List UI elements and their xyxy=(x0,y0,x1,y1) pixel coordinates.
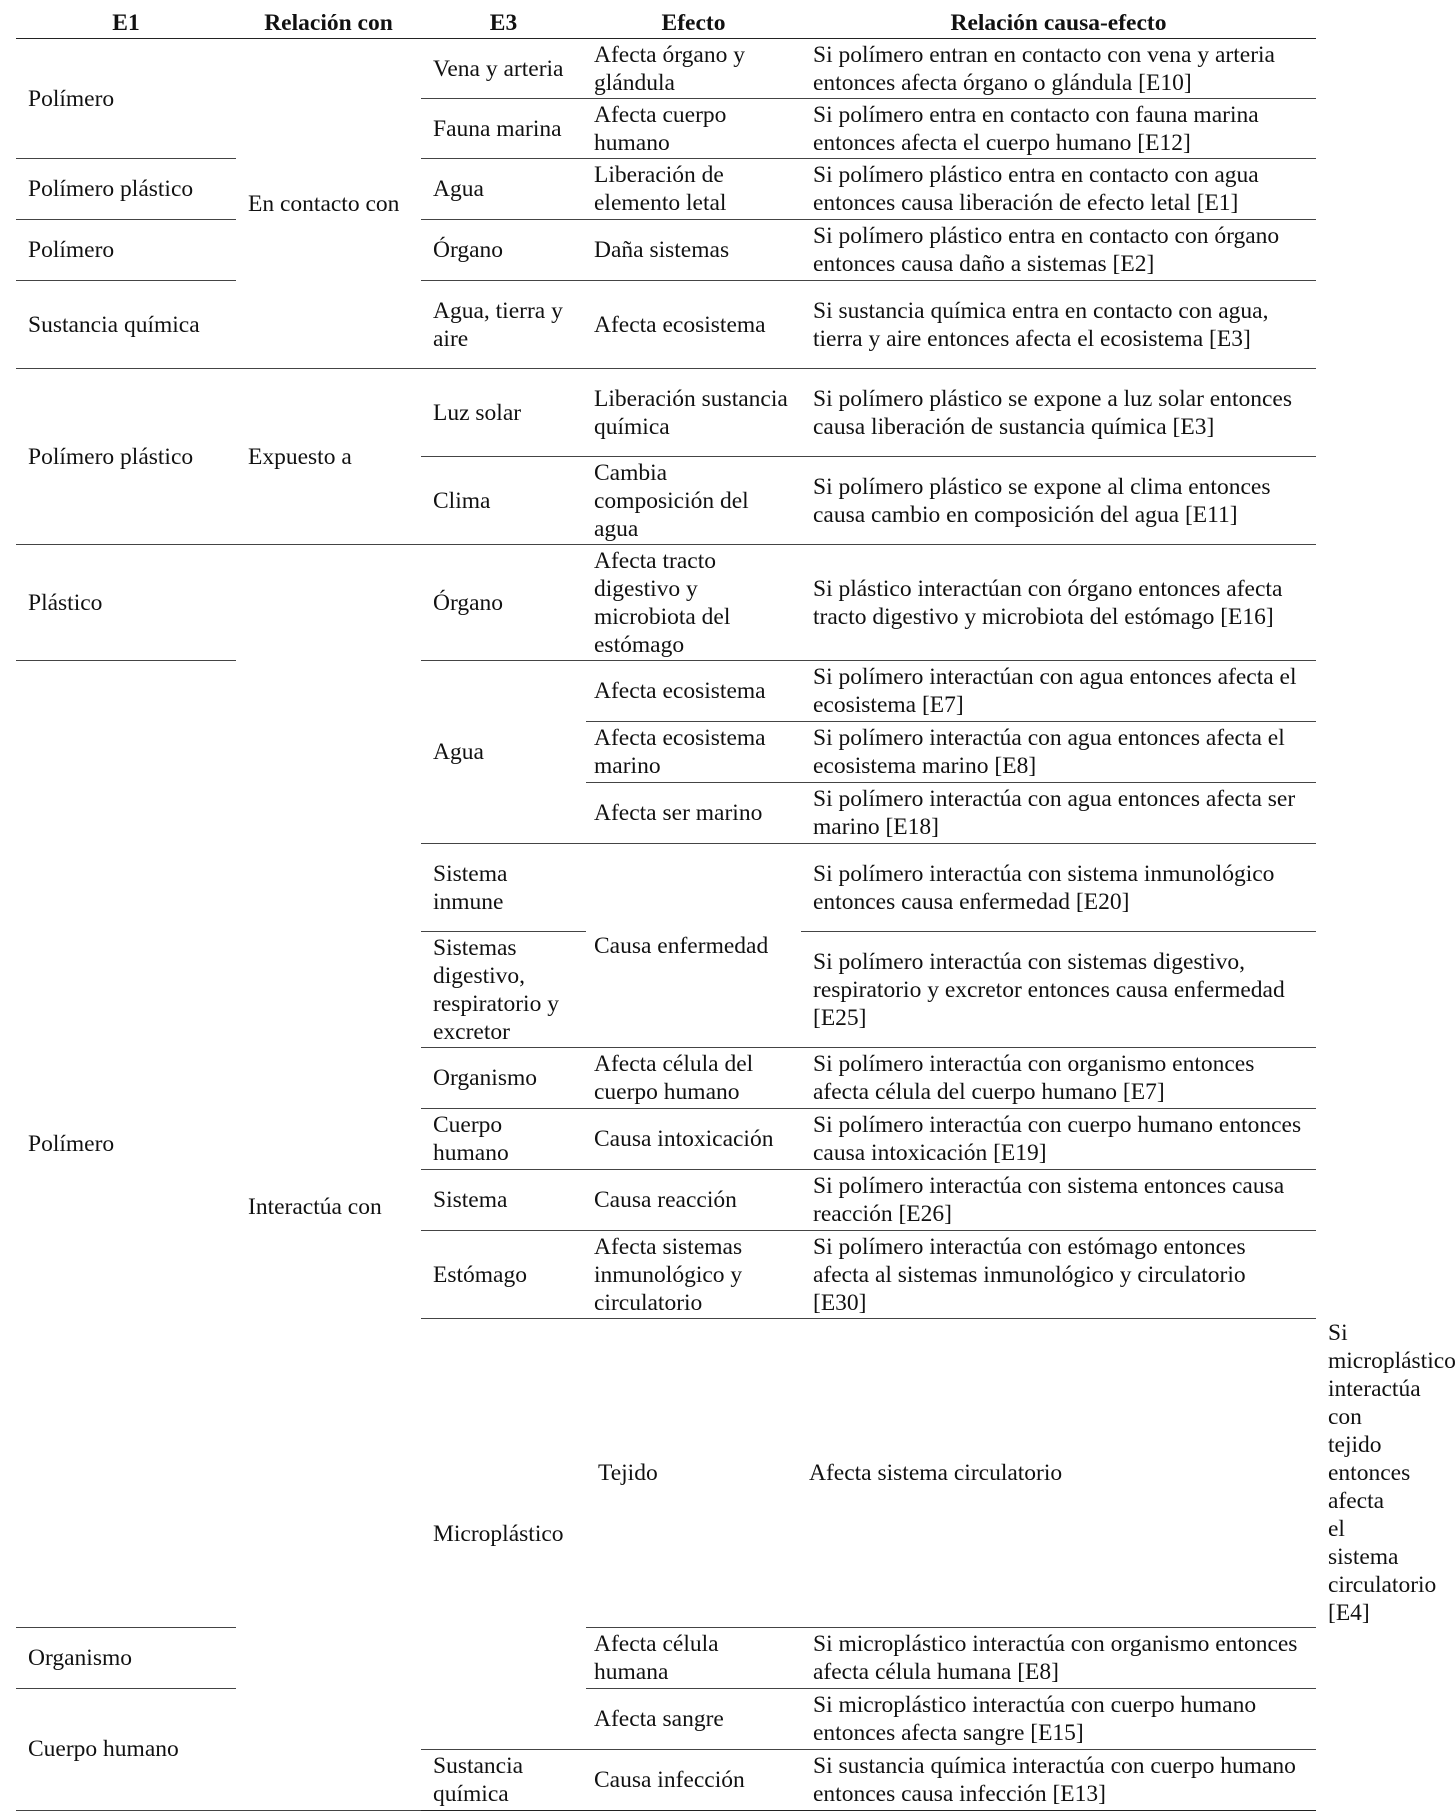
cell-relacion: Interactúa con xyxy=(236,545,421,1811)
table-row xyxy=(16,661,1316,722)
table-row xyxy=(16,369,1316,457)
cell-causa-efecto: Si polímero plástico entra en contacto con agua entonces causa liberación de efecto letal [E1] xyxy=(801,159,1316,220)
table-row xyxy=(16,1688,1316,1749)
cell-efecto: Afecta ecosistema xyxy=(586,661,801,722)
cell-efecto: Afecta célula humana xyxy=(586,1627,801,1688)
cell-e3: Agua xyxy=(421,661,586,844)
cell-causa-efecto: Si polímero interactúa con agua entonces afecta ser marino [E18] xyxy=(801,783,1316,844)
cell-efecto: Afecta ecosistema xyxy=(586,281,801,369)
cell-efecto: Causa infección xyxy=(586,1749,801,1810)
table-row xyxy=(16,159,1316,220)
cell-efecto: Daña sistemas xyxy=(586,220,801,281)
cell-e3: Sistema inmune xyxy=(421,844,586,932)
cell-causa-efecto: Si polímero plástico se expone al clima entonces causa cambio en composición del agua [E11] xyxy=(801,457,1316,545)
cell-causa-efecto: Si microplástico interactúa con organismo entonces afecta célula humana [E8] xyxy=(801,1627,1316,1688)
cell-causa-efecto: Si polímero interactúa con agua entonces afecta el ecosistema marino [E8] xyxy=(801,722,1316,783)
cell-efecto: Afecta célula del cuerpo humano xyxy=(586,1048,801,1109)
cell-efecto: Afecta ser marino xyxy=(586,783,801,844)
cell-efecto: Liberación de elemento letal xyxy=(586,159,801,220)
cell-causa-efecto: Si plástico interactúan con órgano entonces afecta tracto digestivo y microbiota del estómago [E16] xyxy=(801,545,1316,661)
table-row xyxy=(16,545,1316,661)
cell-e3: Cuerpo humano xyxy=(16,1688,236,1810)
cell-e1: Microplástico xyxy=(421,1319,586,1750)
header-relacion: Relación con xyxy=(236,8,421,39)
cell-efecto: Afecta sangre xyxy=(586,1688,801,1749)
cell-e3: Agua, tierra y aire xyxy=(421,281,586,369)
table-row: Microplástico Tejido Afecta sistema circulatorio Si microplástico interactúa con tejido entonces afecta el sistema circulatorio [E4] xyxy=(16,1319,1316,1628)
cell-efecto: Afecta tracto digestivo y microbiota del estómago xyxy=(586,545,801,661)
header-e1: E1 xyxy=(16,8,236,39)
cell-e1: Polímero xyxy=(16,661,236,1628)
cell-causa-efecto: Si polímero interactúa con sistema inmunológico entonces causa enfermedad [E20] xyxy=(801,844,1316,932)
table-row xyxy=(16,220,1316,281)
cell-e3: Sistema xyxy=(421,1170,586,1231)
cell-e3: Organismo xyxy=(421,1048,586,1109)
table-row xyxy=(16,39,1316,99)
cell-causa-efecto: Si polímero interactúa con cuerpo humano entonces causa intoxicación [E19] xyxy=(801,1109,1316,1170)
cell-causa-efecto: Si polímero plástico se expone a luz solar entonces causa liberación de sustancia química [E3] xyxy=(801,369,1316,457)
cell-e3: Clima xyxy=(421,457,586,545)
cell-e1: Sustancia química xyxy=(16,281,236,369)
cell-e3: Órgano xyxy=(421,220,586,281)
cause-effect-table xyxy=(16,8,1456,1811)
cell-e3: Cuerpo humano xyxy=(421,1109,586,1170)
cell-efecto: Causa enfermedad xyxy=(586,844,801,1048)
cell-efecto: Afecta ecosistema marino xyxy=(586,722,801,783)
cell-relacion: Expuesto a xyxy=(236,369,421,545)
cell-e3: Órgano xyxy=(421,545,586,661)
cell-e1: Polímero xyxy=(16,220,236,281)
cell-efecto: Afecta sistemas inmunológico y circulatorio xyxy=(586,1231,801,1319)
cell-causa-efecto: Si polímero interactúa con sistemas digestivo, respiratorio y excretor entonces causa enfermedad [E25] xyxy=(801,932,1316,1048)
cell-causa-efecto: Si polímero interactúa con organismo entonces afecta célula del cuerpo humano [E7] xyxy=(801,1048,1316,1109)
cell-causa-efecto: Si microplástico interactúa con cuerpo humano entonces afecta sangre [E15] xyxy=(801,1688,1316,1749)
cell-efecto: Causa reacción xyxy=(586,1170,801,1231)
cell-causa-efecto: Si polímero entra en contacto con fauna marina entonces afecta el cuerpo humano [E12] xyxy=(801,99,1316,159)
cell-causa-efecto: Si polímero entran en contacto con vena y arteria entonces afecta órgano o glándula [E10] xyxy=(801,39,1316,99)
cell-relacion: En contacto con xyxy=(236,39,421,369)
cell-efecto: Causa intoxicación xyxy=(586,1109,801,1170)
cell-e3: Fauna marina xyxy=(421,99,586,159)
cell-e3: Estómago xyxy=(421,1231,586,1319)
cell-causa-efecto: Si polímero interactúa con sistema entonces causa reacción [E26] xyxy=(801,1170,1316,1231)
cell-e3: Organismo xyxy=(16,1627,236,1688)
cell-causa-efecto: Si polímero interactúan con agua entonces afecta el ecosistema [E7] xyxy=(801,661,1316,722)
cell-causa-efecto: Si polímero interactúa con estómago entonces afecta al sistemas inmunológico y circulatorio [E30] xyxy=(801,1231,1316,1319)
cell-efecto: Afecta sistema circulatorio xyxy=(801,1319,1316,1628)
cell-e1: Polímero plástico xyxy=(16,159,236,220)
cell-efecto: Cambia composición del agua xyxy=(586,457,801,545)
cell-e1: Sustancia química xyxy=(421,1749,586,1810)
header-e3: E3 xyxy=(421,8,586,39)
cell-e1: Polímero plástico xyxy=(16,369,236,545)
cell-efecto: Afecta órgano y glándula xyxy=(586,39,801,99)
header-efecto: Efecto xyxy=(586,8,801,39)
cell-efecto: Afecta cuerpo humano xyxy=(586,99,801,159)
cell-causa-efecto: Si polímero plástico entra en contacto con órgano entonces causa daño a sistemas [E2] xyxy=(801,220,1316,281)
table-row xyxy=(16,1627,1316,1688)
header-causa-efecto: Relación causa-efecto xyxy=(801,8,1316,39)
cell-e3: Vena y arteria xyxy=(421,39,586,99)
cell-e3: Sistemas digestivo, respiratorio y excretor xyxy=(421,932,586,1048)
cell-e1: Plástico xyxy=(16,545,236,661)
cell-efecto: Liberación sustancia química xyxy=(586,369,801,457)
table-header-row xyxy=(16,8,1316,39)
cell-causa-efecto: Si sustancia química interactúa con cuerpo humano entonces causa infección [E13] xyxy=(801,1749,1316,1810)
cell-e3: Luz solar xyxy=(421,369,586,457)
cell-e3: Tejido xyxy=(586,1319,801,1628)
cell-e3: Agua xyxy=(421,159,586,220)
cell-causa-efecto: Si sustancia química entra en contacto con agua, tierra y aire entonces afecta el ecosistema [E3] xyxy=(801,281,1316,369)
table-row xyxy=(16,281,1316,369)
cell-e1: Polímero xyxy=(16,39,236,159)
